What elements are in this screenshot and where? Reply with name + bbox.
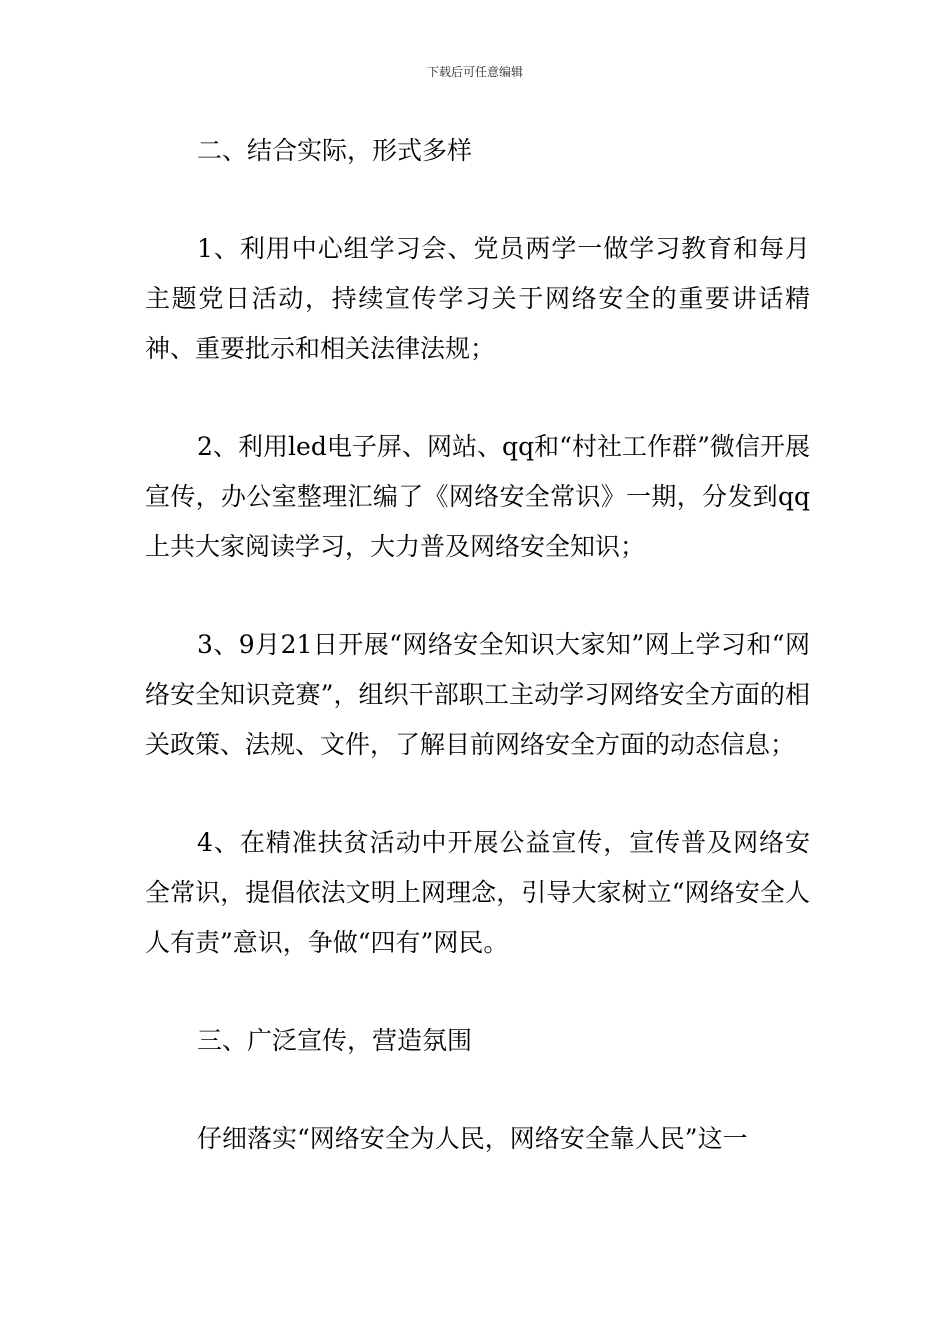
paragraph-spacer xyxy=(145,1066,810,1114)
page-header: 下载后可任意编辑 xyxy=(426,65,523,79)
paragraph-spacer xyxy=(145,968,810,1016)
document-body xyxy=(145,126,810,1164)
paragraph-item-4: 4、在精准扶贫活动中开展公益宣传，宣传普及网络安全常识，提倡依法文明上网理念，引导大家树立“网络安全人人有责”意识，争做“四有”网民。 xyxy=(145,828,810,957)
paragraph-spacer xyxy=(145,770,810,818)
paragraph-spacer xyxy=(145,374,810,422)
paragraph-item-1: 1、利用中心组学习会、党员两学一做学习教育和每月主题党日活动，持续宣传学习关于网络安全的重要讲话精神、重要批示和相关法律法规； xyxy=(145,234,810,363)
section-heading-3: 三、广泛宣传，营造氛围 xyxy=(197,1026,473,1055)
section-heading-2: 二、结合实际，形式多样 xyxy=(197,136,473,165)
paragraph-item-2: 2、利用led电子屏、网站、qq和“村社工作群”微信开展宣传，办公室整理汇编了《网络安全常识》一期，分发到qq上共大家阅读学习，大力普及网络安全知识； xyxy=(145,432,810,561)
paragraph-continuation: 仔细落实“网络安全为人民，网络安全靠人民”这一 xyxy=(197,1124,748,1153)
paragraph-spacer xyxy=(145,572,810,620)
paragraph-spacer xyxy=(145,176,810,224)
paragraph-item-3: 3、9月21日开展“网络安全知识大家知”网上学习和“网络安全知识竞赛”，组织干部职工主动学习网络安全方面的相关政策、法规、文件，了解目前网络安全方面的动态信息； xyxy=(145,630,810,759)
